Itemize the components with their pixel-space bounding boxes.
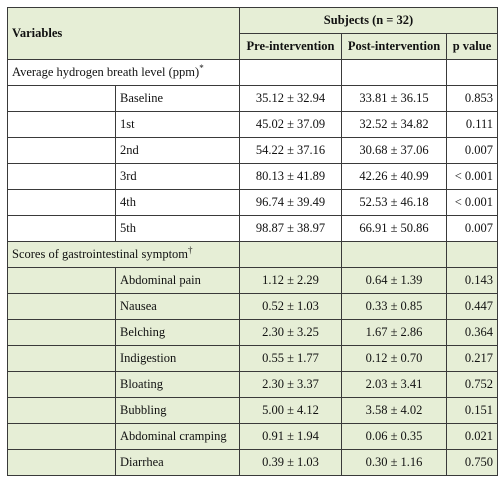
table-row [8, 398, 498, 424]
post-intervention-value: 0.30 ± 1.16 [342, 450, 447, 476]
section-label [8, 242, 240, 268]
results-table [7, 7, 498, 476]
pre-intervention-value: 54.22 ± 37.16 [240, 138, 342, 164]
row-label: Nausea [116, 294, 240, 320]
p-value: 0.021 [447, 424, 498, 450]
row-label: Abdominal cramping [116, 424, 240, 450]
spacer-cell [8, 294, 116, 320]
p-value: 0.143 [447, 268, 498, 294]
spacer-cell [8, 190, 116, 216]
post-intervention-header: Post-intervention [342, 34, 447, 60]
pre-intervention-value: 35.12 ± 32.94 [240, 86, 342, 112]
p-value: 0.447 [447, 294, 498, 320]
table-row [8, 294, 498, 320]
table-row [8, 424, 498, 450]
symptom-section [8, 242, 498, 476]
row-label: Diarrhea [116, 450, 240, 476]
post-intervention-value: 32.52 ± 34.82 [342, 112, 447, 138]
spacer-cell [8, 346, 116, 372]
spacer-cell [8, 216, 116, 242]
post-intervention-value: 66.91 ± 50.86 [342, 216, 447, 242]
spacer-cell [8, 86, 116, 112]
post-intervention-value: 3.58 ± 4.02 [342, 398, 447, 424]
hydrogen-section [8, 60, 498, 242]
post-intervention-value: 2.03 ± 3.41 [342, 372, 447, 398]
pre-intervention-value: 0.52 ± 1.03 [240, 294, 342, 320]
table-row [8, 190, 498, 216]
subjects-header: Subjects (n = 32) [240, 8, 498, 34]
pre-intervention-value: 80.13 ± 41.89 [240, 164, 342, 190]
table-row [8, 268, 498, 294]
p-value: 0.007 [447, 216, 498, 242]
row-label: 3rd [116, 164, 240, 190]
p-value-header: p value [447, 34, 498, 60]
row-label: Belching [116, 320, 240, 346]
section-header-row [8, 60, 498, 86]
section-header-row [8, 242, 498, 268]
post-intervention-value: 42.26 ± 40.99 [342, 164, 447, 190]
spacer-cell [8, 320, 116, 346]
pre-intervention-value: 2.30 ± 3.37 [240, 372, 342, 398]
p-value: 0.364 [447, 320, 498, 346]
row-label: 5th [116, 216, 240, 242]
post-intervention-value: 1.67 ± 2.86 [342, 320, 447, 346]
table-row [8, 164, 498, 190]
p-value: 0.111 [447, 112, 498, 138]
p-value: 0.007 [447, 138, 498, 164]
table-row [8, 372, 498, 398]
p-value: < 0.001 [447, 164, 498, 190]
row-label: 4th [116, 190, 240, 216]
pre-intervention-value: 0.55 ± 1.77 [240, 346, 342, 372]
row-label: Bubbling [116, 398, 240, 424]
p-value: < 0.001 [447, 190, 498, 216]
pre-intervention-value: 0.91 ± 1.94 [240, 424, 342, 450]
spacer-cell [8, 372, 116, 398]
section-label [8, 60, 240, 86]
row-label: Abdominal pain [116, 268, 240, 294]
section-label-text: Average hydrogen breath level (ppm) [12, 65, 200, 79]
spacer-cell [8, 450, 116, 476]
pre-intervention-value: 1.12 ± 2.29 [240, 268, 342, 294]
p-value: 0.217 [447, 346, 498, 372]
pre-intervention-value: 0.39 ± 1.03 [240, 450, 342, 476]
spacer-cell [8, 138, 116, 164]
row-label: Bloating [116, 372, 240, 398]
post-intervention-value: 33.81 ± 36.15 [342, 86, 447, 112]
pre-intervention-value: 45.02 ± 37.09 [240, 112, 342, 138]
post-intervention-value: 0.33 ± 0.85 [342, 294, 447, 320]
row-label: 1st [116, 112, 240, 138]
pre-intervention-value: 96.74 ± 39.49 [240, 190, 342, 216]
spacer-cell [8, 164, 116, 190]
table-row [8, 112, 498, 138]
footnote-mark: † [188, 244, 193, 255]
row-label: 2nd [116, 138, 240, 164]
table-row [8, 216, 498, 242]
table-row [8, 320, 498, 346]
pre-intervention-value: 98.87 ± 38.97 [240, 216, 342, 242]
post-intervention-value: 0.06 ± 0.35 [342, 424, 447, 450]
table-row [8, 450, 498, 476]
p-value: 0.752 [447, 372, 498, 398]
section-label-text: Scores of gastrointestinal symptom [12, 247, 189, 261]
post-intervention-value: 0.12 ± 0.70 [342, 346, 447, 372]
pre-intervention-header: Pre-intervention [240, 34, 342, 60]
post-intervention-value: 52.53 ± 46.18 [342, 190, 447, 216]
table-row [8, 346, 498, 372]
spacer-cell [8, 398, 116, 424]
post-intervention-value: 30.68 ± 37.06 [342, 138, 447, 164]
spacer-cell [8, 112, 116, 138]
p-value: 0.151 [447, 398, 498, 424]
p-value: 0.750 [447, 450, 498, 476]
footnote-mark: * [199, 62, 204, 73]
variables-header: Variables [8, 8, 240, 60]
post-intervention-value: 0.64 ± 1.39 [342, 268, 447, 294]
pre-intervention-value: 5.00 ± 4.12 [240, 398, 342, 424]
row-label: Indigestion [116, 346, 240, 372]
p-value: 0.853 [447, 86, 498, 112]
table-row [8, 138, 498, 164]
spacer-cell [8, 424, 116, 450]
row-label: Baseline [116, 86, 240, 112]
pre-intervention-value: 2.30 ± 3.25 [240, 320, 342, 346]
table-row [8, 86, 498, 112]
spacer-cell [8, 268, 116, 294]
